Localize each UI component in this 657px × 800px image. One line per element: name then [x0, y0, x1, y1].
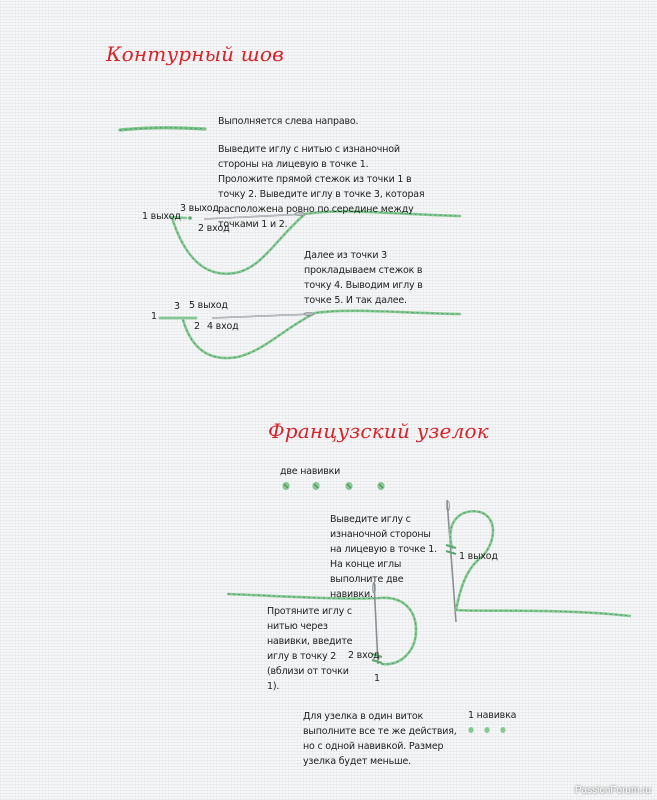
french-knot-single: Для узелка в один виток выполните все те же действия, но с одной навивкой. Размер узелка будет меньше. — [303, 711, 457, 767]
label-exit-3: 3 выход — [180, 203, 219, 214]
french-knot-step2: Протяните иглу с нитью через навивки, введите иглу в точку 2 (вблизи от точки 1). — [267, 606, 353, 692]
label-point-3: 3 — [174, 301, 180, 312]
french-knot-step1: Выведите иглу с изнаночной стороны на лицевую в точке 1. На конце иглы выполните две навивки. — [330, 514, 437, 600]
label-point-1: 1 — [151, 311, 157, 322]
outline-stitch-step2: Далее из точки 3 прокладываем стежок в точку 4. Выводим иглу в точке 5. И так далее. — [304, 250, 423, 306]
stitch-diagram-2 — [160, 311, 460, 358]
label-enter-4: 4 вход — [207, 321, 239, 332]
label-one-wrap: 1 навивка — [468, 710, 517, 721]
outline-stitch-intro: Выполняется слева направо. — [218, 116, 359, 127]
label-knot-point-1: 1 — [374, 673, 380, 684]
knot-samples-two-wraps — [282, 482, 384, 490]
label-knot-enter-2: 2 вход — [348, 650, 380, 661]
label-exit-5: 5 выход — [189, 300, 228, 311]
section-title-french-knot: Французский узелок — [268, 419, 489, 443]
label-exit-1: 1 выход — [142, 211, 181, 222]
watermark: PassionForum.ru — [574, 785, 651, 796]
knot-samples-one-wrap — [468, 727, 505, 733]
label-knot-exit-1: 1 выход — [459, 551, 498, 562]
sample-stitch — [120, 128, 205, 130]
outline-stitch-step1: Выведите иглу с нитью с изнаночной стороны на лицевую в точке 1. Проложите прямой стежок из точки 1 в точку 2. Выведите иглу в точке 3, которая расположена ровно по середине между точками 1 и 2. — [218, 144, 425, 230]
label-enter-2: 2 вход — [198, 223, 230, 234]
section-title-outline-stitch: Контурный шов — [106, 42, 284, 66]
label-point-2: 2 — [194, 321, 200, 332]
label-two-wraps: две навивки — [280, 466, 341, 477]
